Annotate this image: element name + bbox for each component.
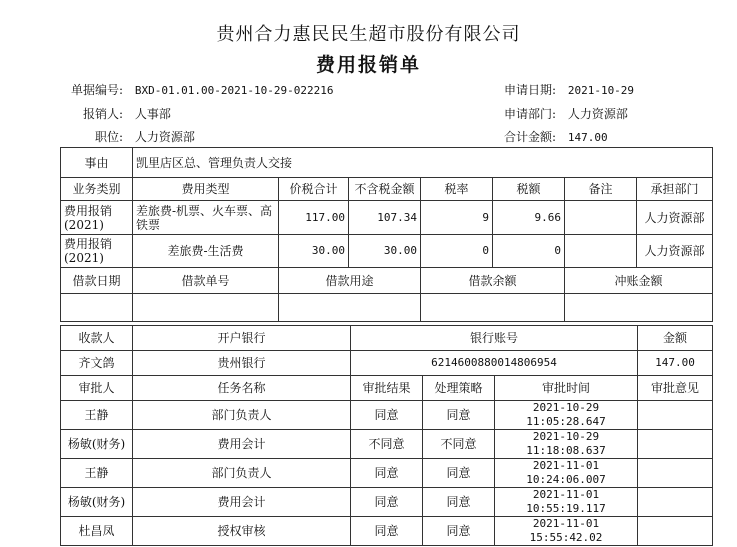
apply-dept-label: 申请部门: [503,107,556,121]
approver: 杨敏(财务) [61,430,133,459]
apply-dept-row [488,105,628,122]
approval-opinion [638,430,713,459]
approval-header-row [61,376,713,401]
doc-no-value: BXD-01.01.00-2021-10-29-022216 [134,84,334,97]
doc-no-label: 单据编号: [70,83,123,97]
approval-time: 2021-11-01 15:55:42.02 [495,517,638,546]
apply-date-label: 申请日期: [503,83,556,97]
payee-row [61,351,713,376]
loan-date-cell [61,294,133,322]
expense-note [565,201,637,235]
company-name: 贵州合力惠民民生超市股份有限公司 [216,24,521,45]
approval-row [61,517,713,546]
position-row [55,128,195,145]
position-label: 职位: [94,130,123,144]
approval-result: 同意 [351,459,423,488]
approval-strategy: 同意 [423,517,495,546]
col-header-loan-no: 借款单号 [133,268,279,294]
approval-row [61,401,713,430]
approval-row [61,488,713,517]
expense-net: 107.34 [349,201,421,235]
col-header-dept: 承担部门 [637,178,713,201]
expense-rate: 0 [421,235,493,268]
approval-opinion [638,488,713,517]
task-name: 费用会计 [133,430,351,459]
approver: 杜昌凤 [61,517,133,546]
expense-table [60,147,713,268]
expense-total: 117.00 [279,201,349,235]
approval-result: 同意 [351,401,423,430]
col-header-approver: 审批人 [61,376,133,401]
task-name: 部门负责人 [133,459,351,488]
claimant-label: 报销人: [82,107,123,121]
approval-strategy: 同意 [423,459,495,488]
expense-type: 差旅费-机票、火车票、高铁票 [133,201,279,235]
task-name: 授权审核 [133,517,351,546]
approval-time: 2021-11-01 10:55:19.117 [495,488,638,517]
expense-total: 30.00 [279,235,349,268]
expense-net: 30.00 [349,235,421,268]
col-header-tax: 税额 [493,178,565,201]
approver: 王静 [61,459,133,488]
approval-strategy: 同意 [423,401,495,430]
expense-row [61,201,713,235]
form-title: 费用报销单 [315,54,421,76]
approval-row [61,430,713,459]
col-header-payee: 收款人 [61,326,133,351]
expense-row [61,235,713,268]
col-header-account: 银行账号 [351,326,638,351]
loan-table [60,267,713,322]
approval-time: 2021-11-01 10:24:06.007 [495,459,638,488]
expense-rate: 9 [421,201,493,235]
approver: 王静 [61,401,133,430]
col-header-loan-use: 借款用途 [279,268,421,294]
doc-no-row [55,81,334,98]
approval-time: 2021-10-29 11:18:08.637 [495,430,638,459]
expense-tax: 9.66 [493,201,565,235]
approval-opinion [638,459,713,488]
apply-date-row [488,81,634,98]
position-value: 人力资源部 [134,130,195,144]
col-header-task: 任务名称 [133,376,351,401]
col-header-category: 业务类别 [61,178,133,201]
expense-dept: 人力资源部 [637,201,713,235]
expense-category: 费用报销(2021) [61,201,133,235]
reason-label: 事由 [61,148,133,178]
expense-tax: 0 [493,235,565,268]
col-header-bank: 开户银行 [133,326,351,351]
expense-category: 费用报销(2021) [61,235,133,268]
approval-opinion [638,401,713,430]
expense-type: 差旅费-生活费 [133,235,279,268]
payee-account: 6214600880014806954 [351,351,638,376]
approval-strategy: 同意 [423,488,495,517]
col-header-time: 审批时间 [495,376,638,401]
offset-amount-cell [565,294,713,322]
loan-use-cell [279,294,421,322]
reason-row [61,148,713,178]
payee-header-row [61,326,713,351]
expense-dept: 人力资源部 [637,235,713,268]
apply-date-value: 2021-10-29 [567,84,635,97]
loan-balance-cell [421,294,565,322]
expense-note [565,235,637,268]
task-name: 部门负责人 [133,401,351,430]
approval-result: 同意 [351,517,423,546]
col-header-note: 备注 [565,178,637,201]
payee-name: 齐文鸽 [61,351,133,376]
col-header-net: 不含税金额 [349,178,421,201]
col-header-type: 费用类型 [133,178,279,201]
claimant-row [55,105,171,122]
approver: 杨敏(财务) [61,488,133,517]
payee-bank: 贵州银行 [133,351,351,376]
loan-header-row [61,268,713,294]
col-header-total: 价税合计 [279,178,349,201]
expense-header-row [61,178,713,201]
loan-no-cell [133,294,279,322]
col-header-strategy: 处理策略 [423,376,495,401]
apply-dept-value: 人力资源部 [567,107,628,121]
reason-value: 凯里店区总、管理负责人交接 [133,148,713,178]
col-header-loan-balance: 借款余额 [421,268,565,294]
claimant-value: 人事部 [134,107,171,121]
approval-row [61,459,713,488]
approval-strategy: 不同意 [423,430,495,459]
col-header-loan-date: 借款日期 [61,268,133,294]
loan-empty-row [61,294,713,322]
total-value: 147.00 [567,131,608,144]
col-header-opinion: 审批意见 [638,376,713,401]
total-row [488,128,608,145]
approval-result: 不同意 [351,430,423,459]
approval-table [60,325,713,546]
col-header-rate: 税率 [421,178,493,201]
task-name: 费用会计 [133,488,351,517]
col-header-offset-amount: 冲账金额 [565,268,713,294]
total-label: 合计金额: [503,130,556,144]
approval-opinion [638,517,713,546]
col-header-result: 审批结果 [351,376,423,401]
col-header-amount: 金额 [638,326,713,351]
approval-result: 同意 [351,488,423,517]
approval-time: 2021-10-29 11:05:28.647 [495,401,638,430]
payee-amount: 147.00 [638,351,713,376]
